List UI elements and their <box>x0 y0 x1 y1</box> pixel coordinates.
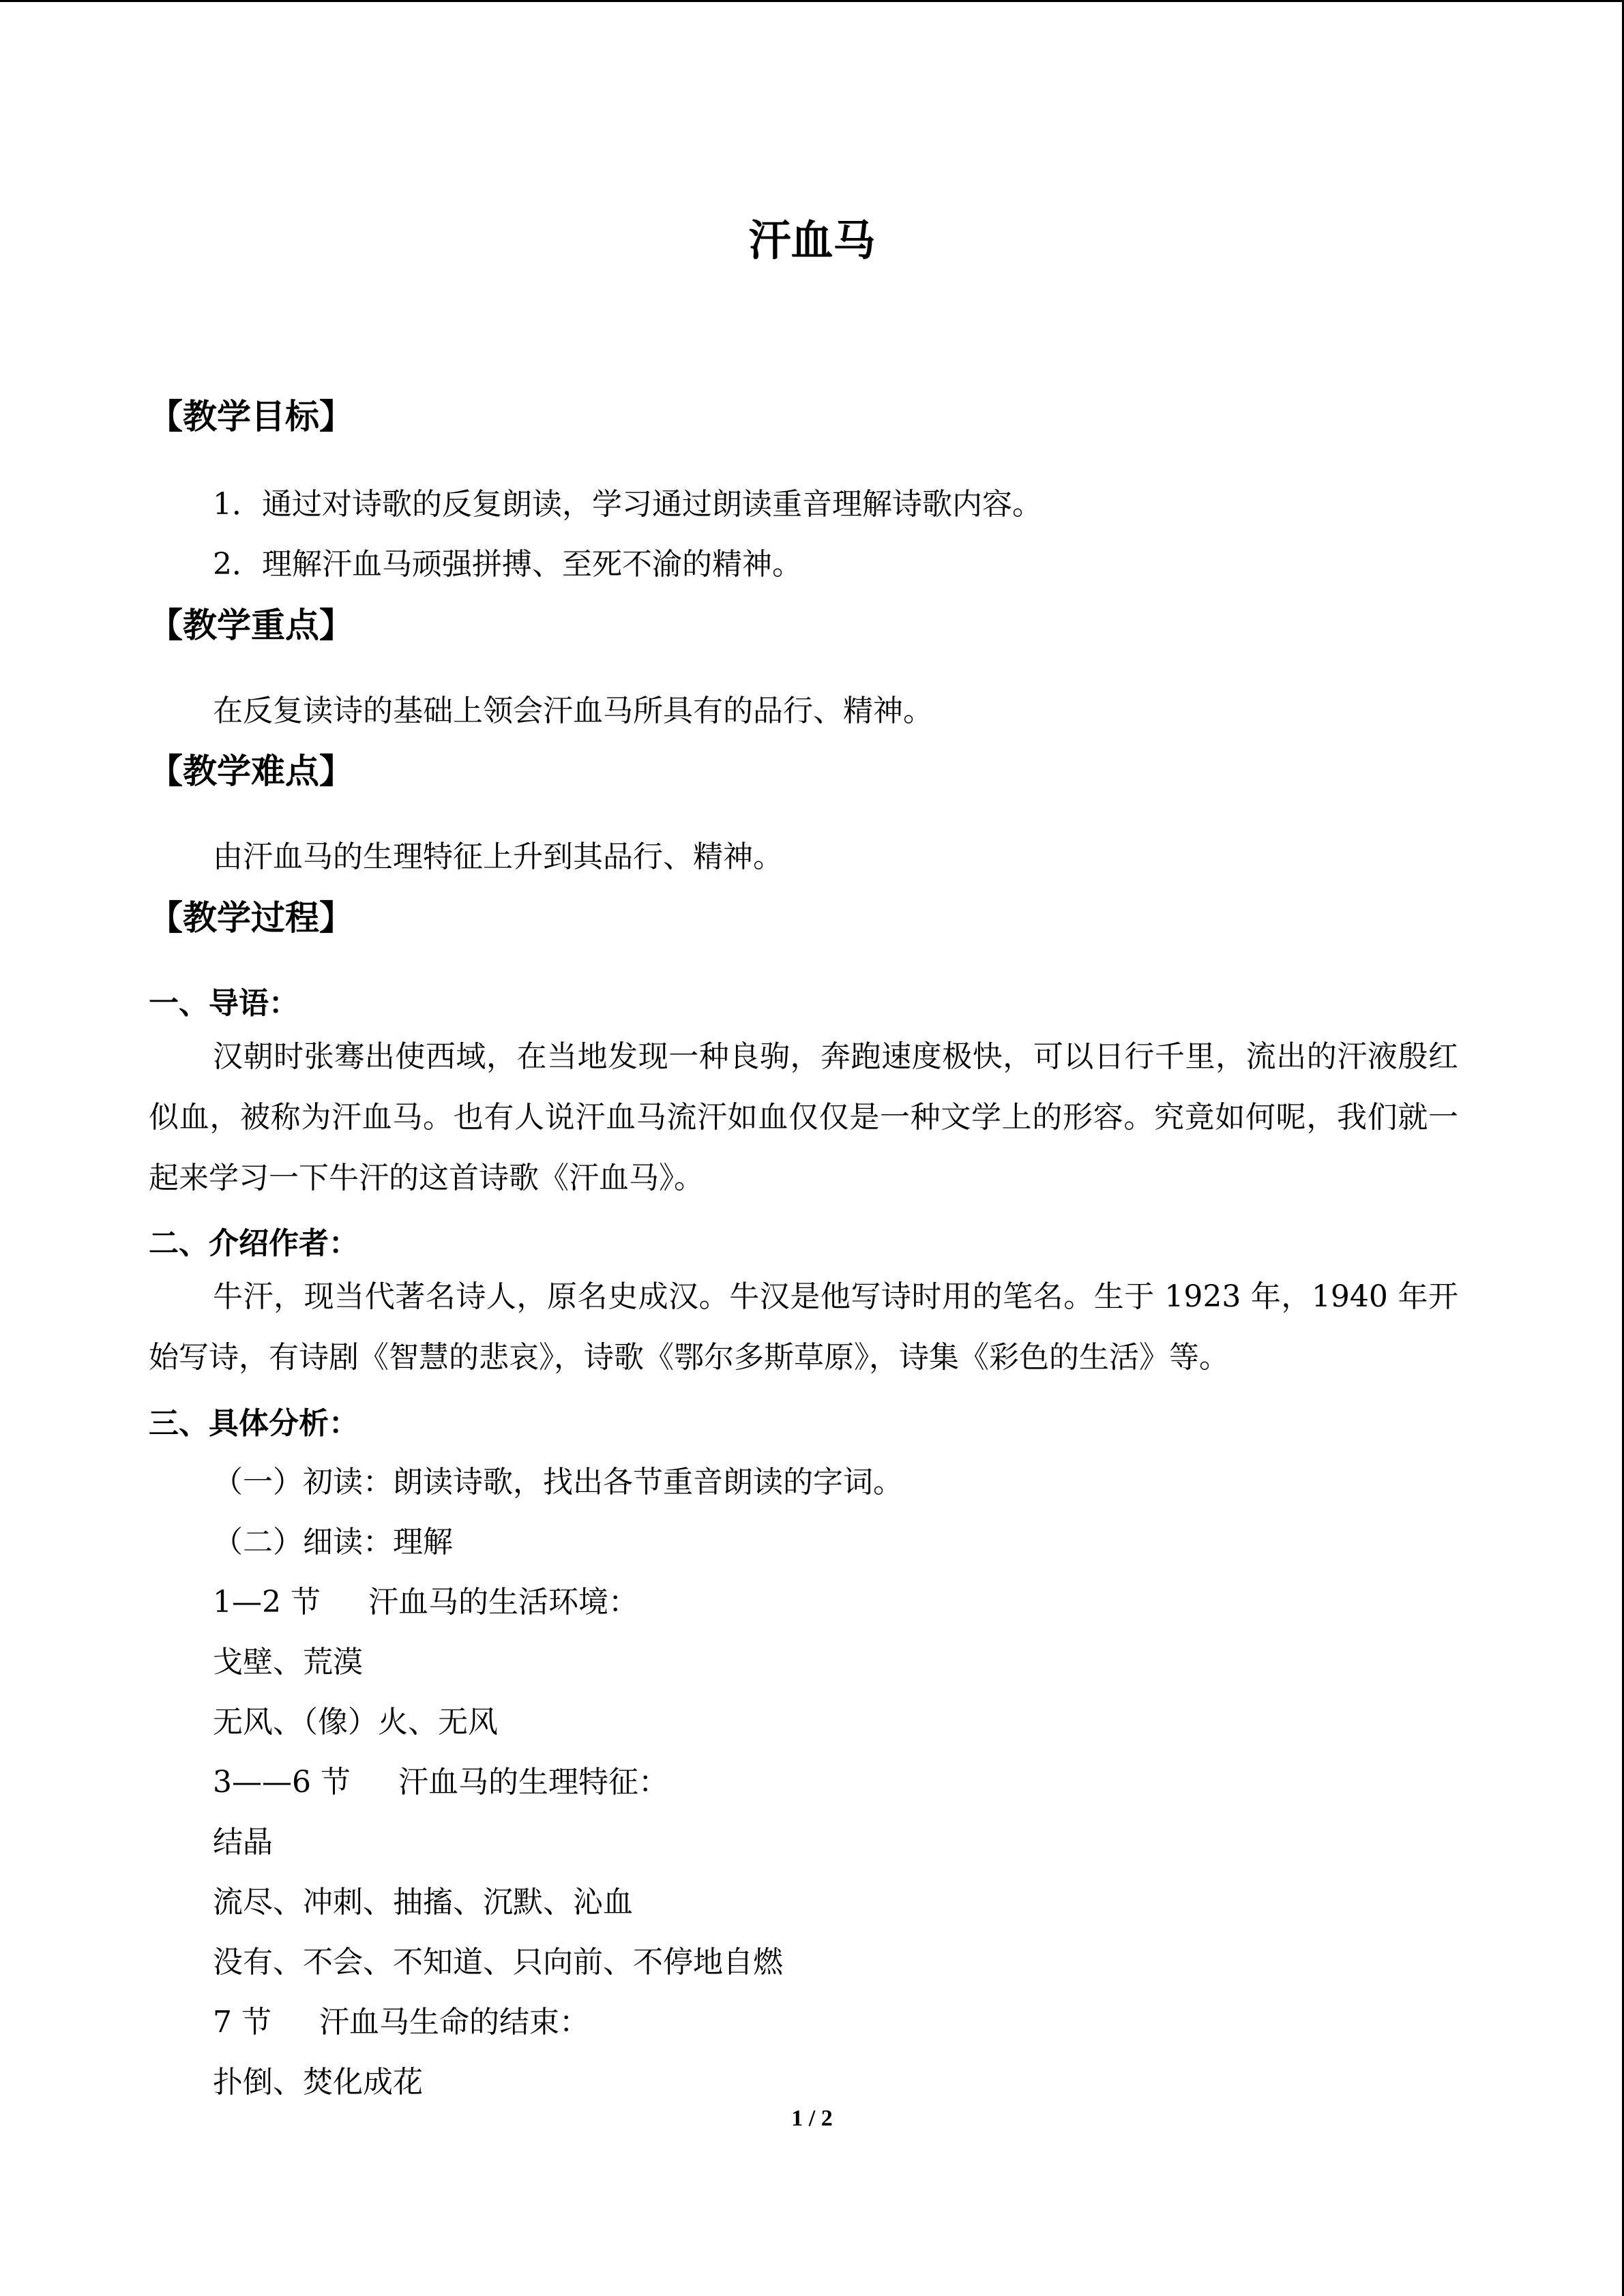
objectives-heading: 【教学目标】 <box>149 397 353 436</box>
section-2-line <box>213 1757 668 1801</box>
section-3-words-1: 扑倒、焚化成花 <box>213 2065 423 2100</box>
section-1-words-2: 无风、（像）火、无风 <box>213 1705 498 1740</box>
section-2-label: 3——6 节 <box>213 1765 351 1800</box>
document-title: 汗血马 <box>748 215 876 265</box>
section-2-words-2: 流尽、冲刺、抽搐、沉默、沁血 <box>213 1885 633 1920</box>
author-paragraph: 牛汗，现当代著名诗人，原名史成汉。牛汉是他写诗时用的笔名。生于 1923 年，1940 年开始写诗，有诗剧《智慧的悲哀》，诗歌《鄂尔多斯草原》，诗集《彩色的生活》等。 <box>149 1279 1458 1375</box>
section-2-words-1: 结晶 <box>213 1825 273 1860</box>
difficulties-text: 由汗血马的生理特征上升到其品行、精神。 <box>213 839 783 874</box>
section-1-line <box>213 1577 638 1621</box>
objective-item-2: 2．理解汗血马顽强拼搏、至死不渝的精神。 <box>213 547 802 582</box>
section-3-line <box>213 1997 589 2041</box>
section-1-label: 1—2 节 <box>213 1585 321 1620</box>
page-number: 1 / 2 <box>791 2106 833 2131</box>
section-2-title: 汗血马的生理特征： <box>398 1765 668 1800</box>
section-3-title: 汗血马生命的结束： <box>319 2005 589 2040</box>
difficulties-heading: 【教学难点】 <box>149 751 353 791</box>
process-heading: 【教学过程】 <box>149 898 353 938</box>
intro-paragraph: 汉朝时张骞出使西域，在当地发现一种良驹，奔跑速度极快，可以日行千里，流出的汗液殷红似血，被称为汗血马。也有人说汗血马流汗如血仅仅是一种文学上的形容。究竟如何呢，我们就一起来学习一下牛汗的这首诗歌《汗血马》。 <box>149 1039 1458 1195</box>
objective-item-1: 1．通过对诗歌的反复朗读，学习通过朗读重音理解诗歌内容。 <box>213 487 1042 522</box>
first-read-line: （一）初读：朗读诗歌，找出各节重音朗读的字词。 <box>213 1465 903 1500</box>
analysis-heading: 三、具体分析： <box>149 1406 359 1441</box>
section-2-words-3: 没有、不会、不知道、只向前、不停地自燃 <box>213 1945 783 1980</box>
author-heading: 二、介绍作者： <box>149 1226 359 1261</box>
key-points-heading: 【教学重点】 <box>149 606 353 645</box>
section-1-title: 汗血马的生活环境： <box>368 1585 638 1620</box>
intro-heading: 一、导语： <box>149 986 299 1021</box>
close-read-line: （二）细读：理解 <box>213 1525 453 1560</box>
key-points-text: 在反复读诗的基础上领会汗血马所具有的品行、精神。 <box>213 694 933 728</box>
section-3-label: 7 节 <box>213 2005 271 2040</box>
section-1-words-1: 戈壁、荒漠 <box>213 1645 363 1680</box>
